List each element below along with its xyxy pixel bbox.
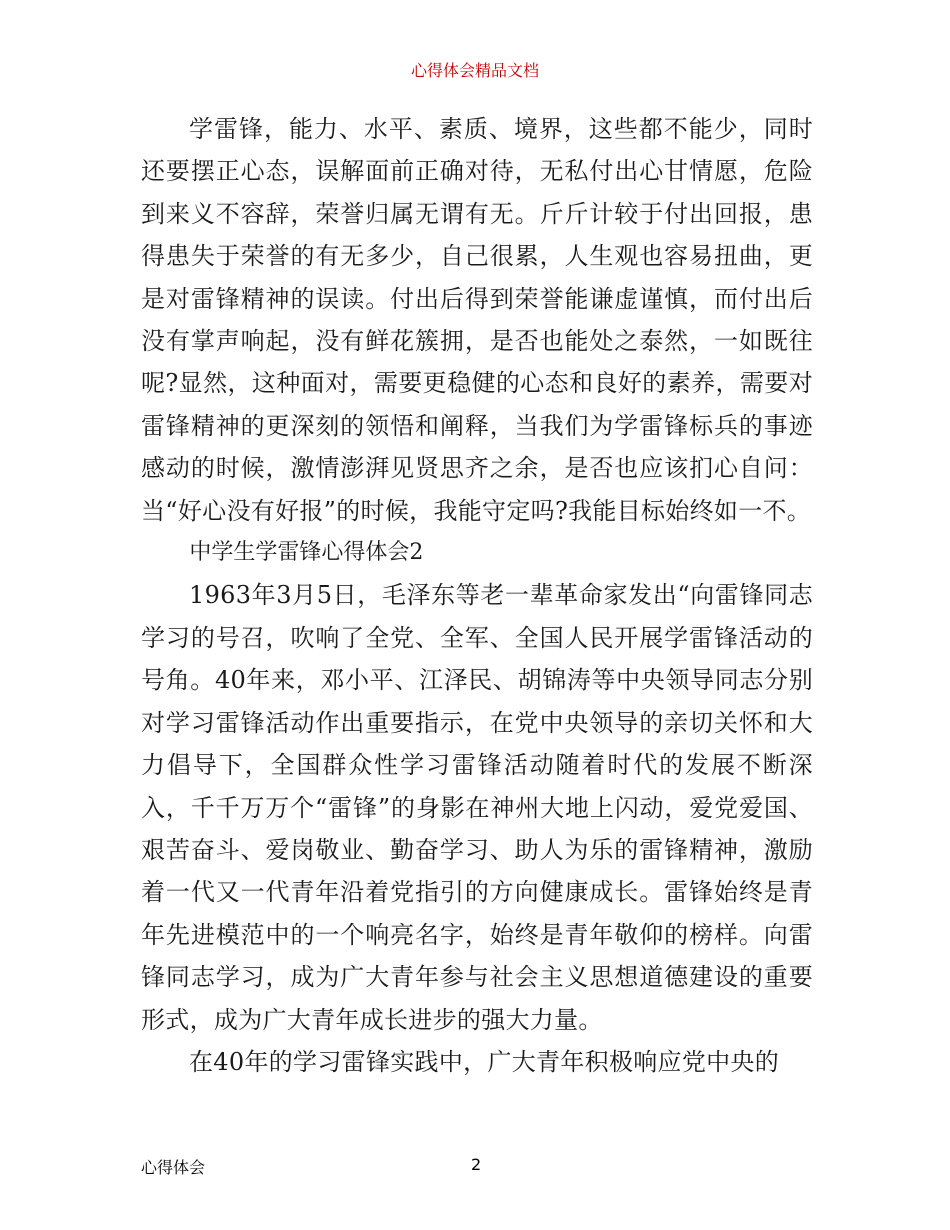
page-header: 心得体会精品文档 xyxy=(410,61,539,80)
page-number: 2 xyxy=(471,1155,482,1174)
footer-label: 心得体会 xyxy=(141,1158,206,1177)
paragraph-3: 在40年的学习雷锋实践中，广大青年积极响应党中央的 xyxy=(189,1047,780,1076)
paragraph-2: 1963年3月5日，毛泽东等老一辈革命家发出“向雷锋同志学习的号召，吹响了全党、全军、全国人民开展学雷锋活动的号角。40年来，邓小平、江泽民、胡锦涛等中央领导同志分别对学习雷锋活动作出重要指示，在党中央领导的亲切关怀和大力倡导下，全国群众性学习雷锋活动随着时代的发展不断深入，千千万万个“雷锋”的身影在神州大地上闪动，爱党爱国、艰苦奋斗、爱岗敬业、勤奋学习、助人为乐的雷锋精神，激励着一代又一代青年沿着党指引的方向健康成长。雷锋始终是青年先进模范中的一个响亮名字，始终是青年敬仰的榜样。向雷锋同志学习，成为广大青年参与社会主义思想道德建设的重要形式，成为广大青年成长进步的强大力量。 xyxy=(141,581,813,1034)
paragraph-1: 学雷锋，能力、水平、素质、境界，这些都不能少，同时还要摆正心态，误解面前正确对待，无私付出心甘情愿，危险到来义不容辞，荣誉归属无谓有无。斤斤计较于付出回报，患得患失于荣誉的有无多少，自己很累，人生观也容易扭曲，更是对雷锋精神的误读。付出后得到荣誉能谦虚谨慎，而付出后没有掌声响起，没有鲜花簇拥，是否也能处之泰然，一如既往呢?显然，这种面对，需要更稳健的心态和良好的素养，需要对雷锋精神的更深刻的领悟和阐释，当我们为学雷锋标兵的事迹感动的时候，激情澎湃见贤思齐之余，是否也应该扪心自问：当“好心没有好报”的时候，我能守定吗?我能目标始终如一不。 xyxy=(141,115,813,525)
document-body xyxy=(141,108,813,1083)
section-heading: 中学生学雷锋心得体会2 xyxy=(189,540,424,566)
